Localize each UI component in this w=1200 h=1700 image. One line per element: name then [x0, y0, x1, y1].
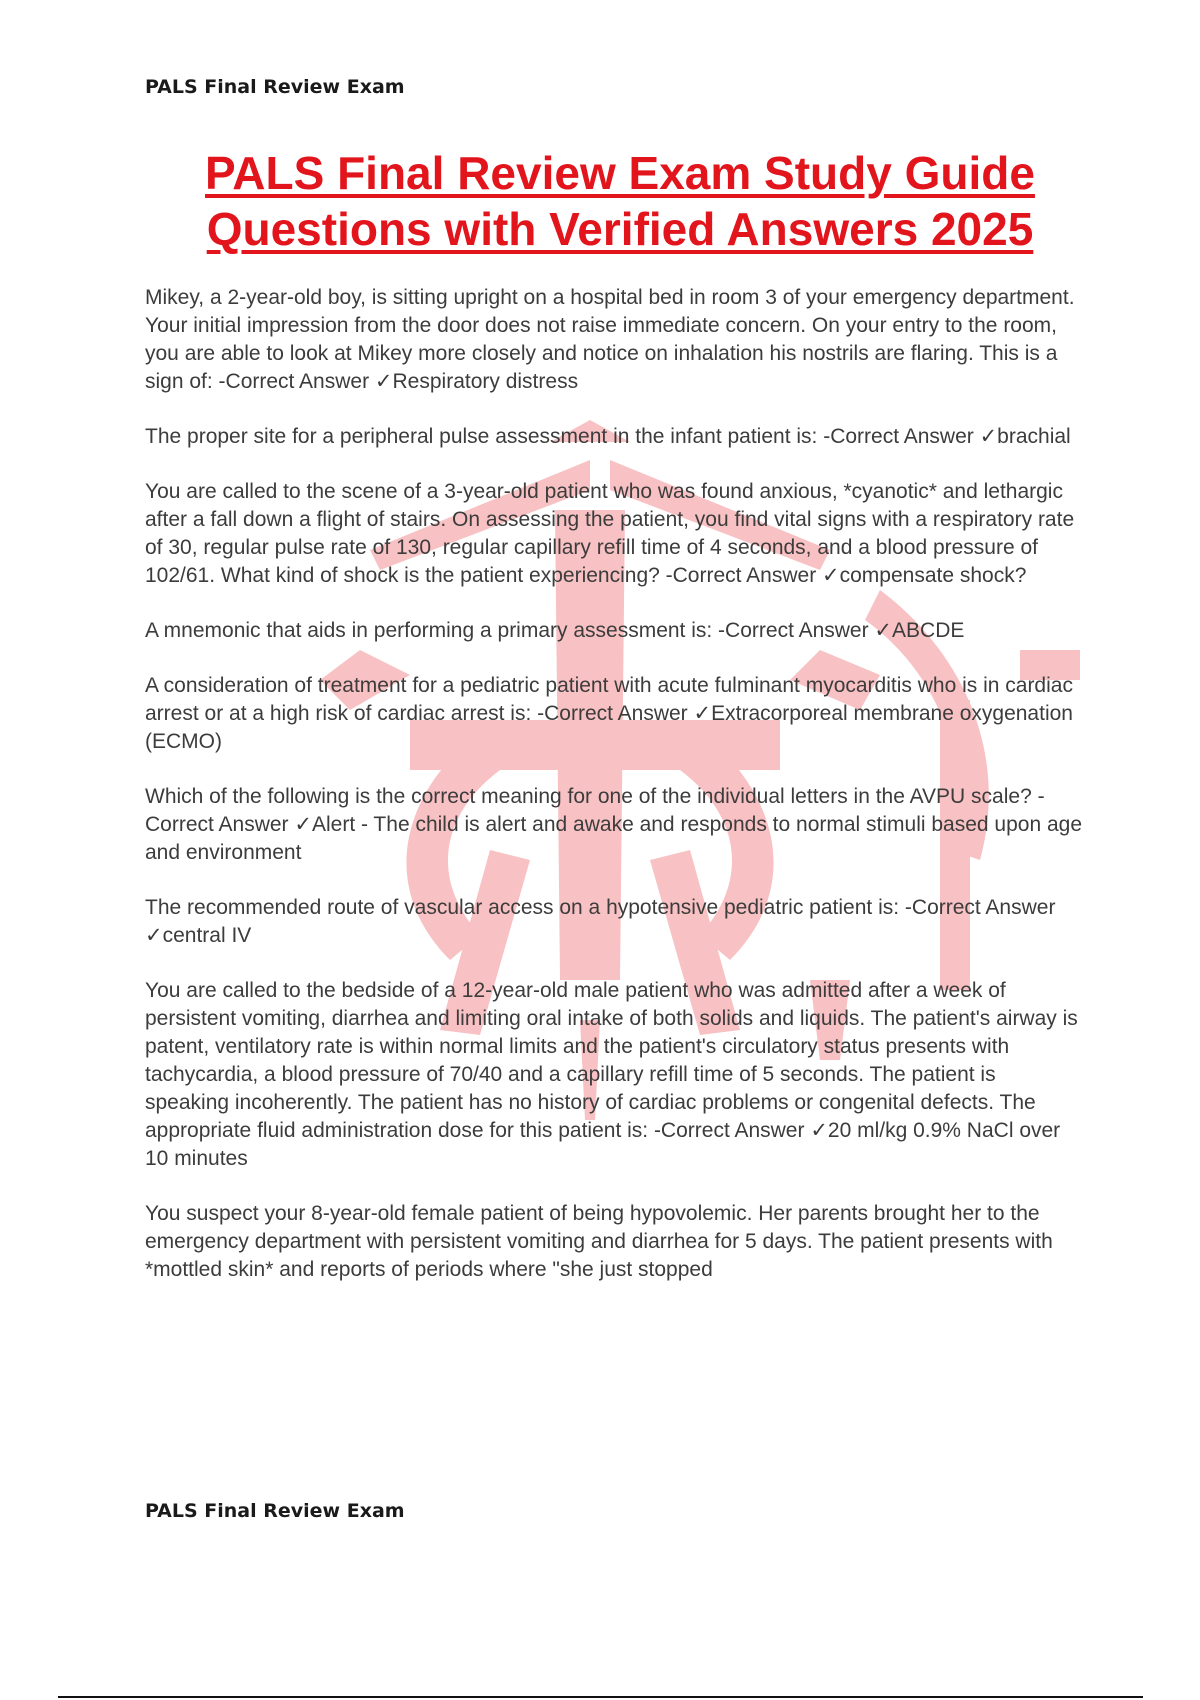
qa-item: The recommended route of vascular access on a hypotensive pediatric patient is: -Correct Answer ✓central IV: [145, 896, 1056, 947]
qa-item: Mikey, a 2-year-old boy, is sitting upright on a hospital bed in room 3 of your emergency department. Your initial impression from the door does not raise immediate concern. On your entry to the room, you are able to look at Mikey more closely and notice on inhalation his nostrils are flaring. This is a sign of: -Correct Answer ✓Respiratory distress: [145, 286, 1075, 393]
page-divider: [58, 1696, 1143, 1698]
qa-item: A mnemonic that aids in performing a primary assessment is: -Correct Answer ✓ABCDE: [145, 619, 965, 642]
qa-list: [145, 284, 1085, 1311]
qa-item: You are called to the bedside of a 12-year-old male patient who was admitted after a week of persistent vomiting, diarrhea and limiting oral intake of both solids and liquids. The patient's airway is patent, ventilatory rate is within normal limits and the patient's circulatory status presents with tachycardia, a blood pressure of 70/40 and a capillary refill time of 5 seconds. The patient is speaking incoherently. The patient has no history of cardiac problems or congenital defects. The appropriate fluid administration dose for this patient is: -Correct Answer ✓20 ml/kg 0.9% NaCl over 10 minutes: [145, 979, 1078, 1170]
page-footer-label: PALS Final Review Exam: [145, 1500, 405, 1522]
qa-item: The proper site for a peripheral pulse assessment in the infant patient is: -Correct Answer ✓brachial: [145, 425, 1071, 448]
qa-item: You are called to the scene of a 3-year-old patient who was found anxious, *cyanotic* and lethargic after a fall down a flight of stairs. On assessing the patient, you find vital signs with a respiratory rate of 30, regular pulse rate of 130, regular capillary refill time of 4 seconds, and a blood pressure of 102/61. What kind of shock is the patient experiencing? -Correct Answer ✓compensate shock?: [145, 480, 1075, 587]
title-line-2: Questions with Verified Answers 2025: [206, 203, 1034, 255]
title-line-1: PALS Final Review Exam Study Guide: [205, 147, 1035, 199]
qa-item: You suspect your 8-year-old female patient of being hypovolemic. Her parents brought her to the emergency department with persistent vomiting and diarrhea for 5 days. The patient presents with *mottled skin* and reports of periods where "she just stopped: [145, 1202, 1053, 1281]
qa-item: A consideration of treatment for a pediatric patient with acute fulminant myocarditis who is in cardiac arrest or at a high risk of cardiac arrest is: -Correct Answer ✓Extracorporeal membrane oxygenation (ECMO): [145, 674, 1073, 753]
document-title: [0, 145, 1200, 257]
qa-item: Which of the following is the correct meaning for one of the individual letters in the AVPU scale? -Correct Answer ✓Alert - The child is alert and awake and responds to normal stimuli based upon age and environment: [145, 785, 1083, 864]
page-header-label: PALS Final Review Exam: [145, 76, 405, 98]
